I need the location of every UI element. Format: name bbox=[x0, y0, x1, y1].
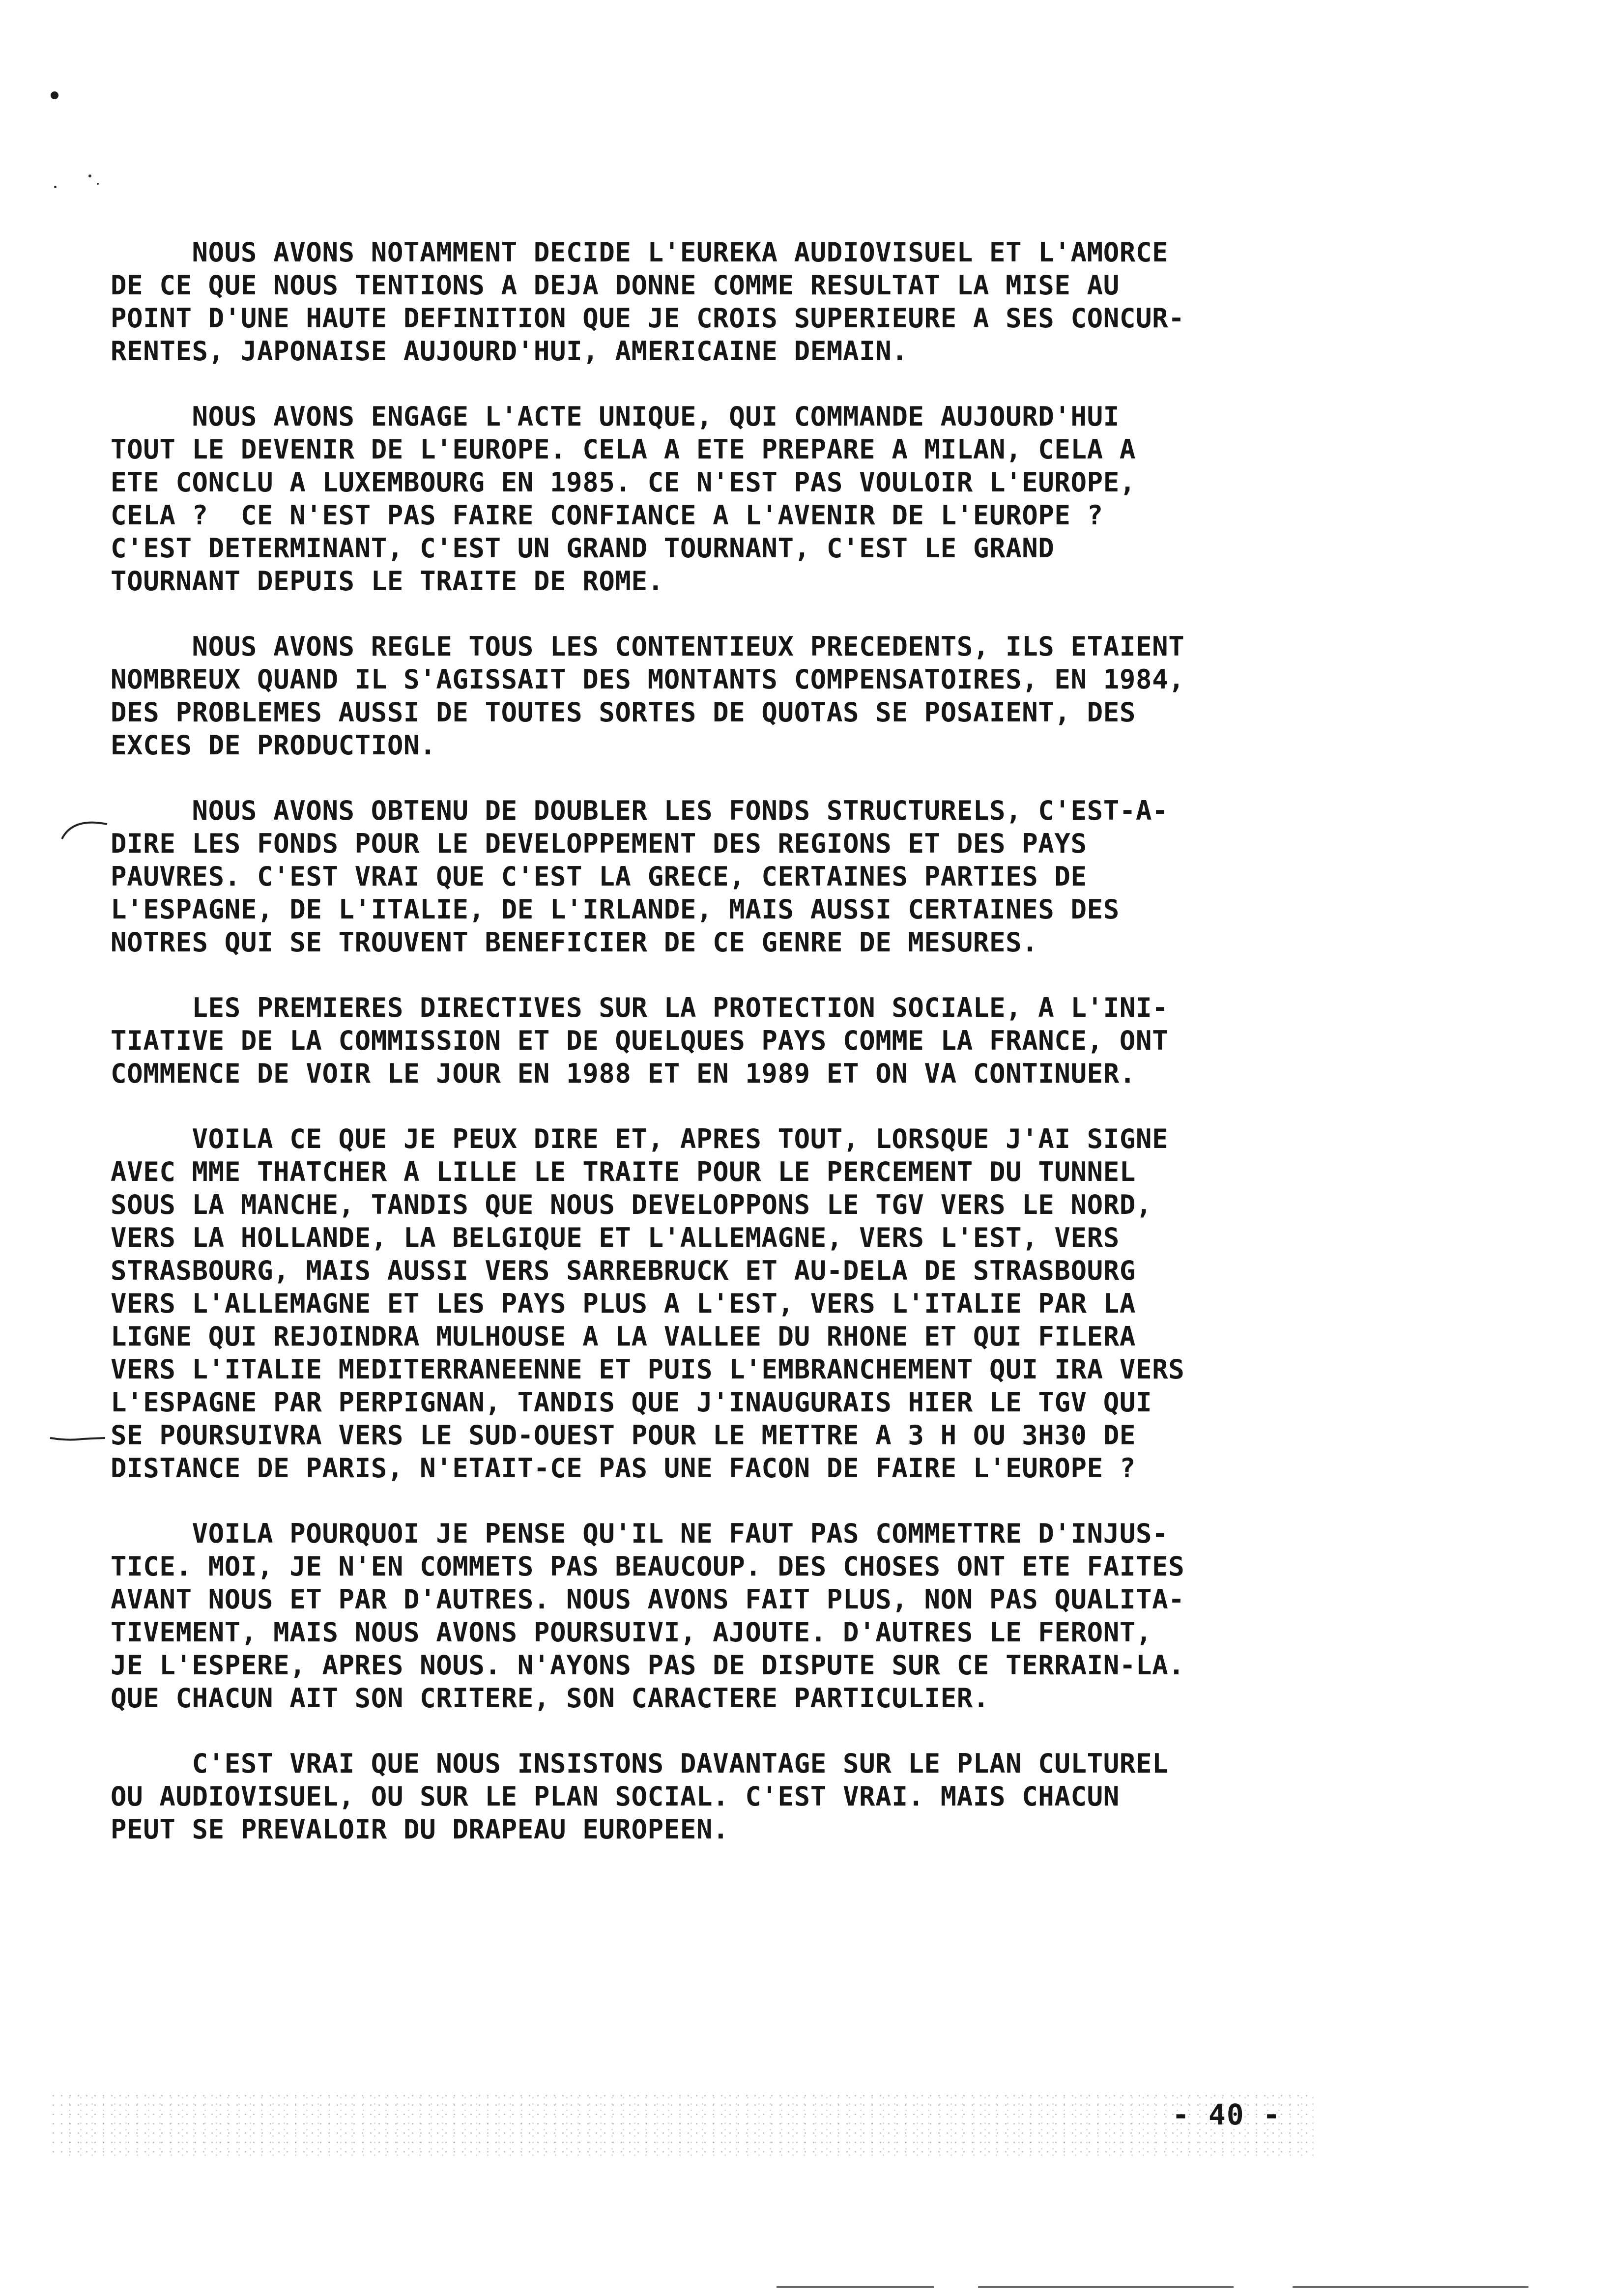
text-line: L'ESPAGNE PAR PERPIGNAN, TANDIS QUE J'INAUGURAIS HIER LE TGV QUI bbox=[111, 1387, 1152, 1418]
text-line: SOUS LA MANCHE, TANDIS QUE NOUS DEVELOPPONS LE TGV VERS LE NORD, bbox=[111, 1189, 1152, 1220]
text-line: VOILA POURQUOI JE PENSE QU'IL NE FAUT PAS COMMETTRE D'INJUS- bbox=[111, 1518, 1169, 1549]
text-line: NOTRES QUI SE TROUVENT BENEFICIER DE CE GENRE DE MESURES. bbox=[111, 927, 1038, 958]
text-line: RENTES, JAPONAISE AUJOURD'HUI, AMERICAINE DEMAIN. bbox=[111, 336, 908, 367]
paragraph-8 bbox=[111, 1747, 1369, 1846]
text-line: JE L'ESPERE, APRES NOUS. N'AYONS PAS DE DISPUTE SUR CE TERRAIN-LA. bbox=[111, 1650, 1185, 1681]
text-line: NOMBREUX QUAND IL S'AGISSAIT DES MONTANTS COMPENSATOIRES, EN 1984, bbox=[111, 664, 1185, 695]
scan-edge-line bbox=[978, 2286, 1234, 2288]
page-number: - 40 - bbox=[1172, 2098, 1281, 2131]
text-line: VERS L'ALLEMAGNE ET LES PAYS PLUS A L'EST, VERS L'ITALIE PAR LA bbox=[111, 1288, 1136, 1319]
text-line: TICE. MOI, JE N'EN COMMETS PAS BEAUCOUP. DES CHOSES ONT ETE FAITES bbox=[111, 1551, 1185, 1582]
text-line: TIVEMENT, MAIS NOUS AVONS POURSUIVI, AJOUTE. D'AUTRES LE FERONT, bbox=[111, 1617, 1152, 1648]
scan-noise bbox=[64, 2095, 1322, 2158]
paragraph-5 bbox=[111, 991, 1369, 1090]
paragraph-6 bbox=[111, 1122, 1369, 1485]
margin-pen-dash bbox=[48, 1431, 107, 1446]
margin-pen-mark bbox=[58, 813, 112, 843]
text-line: LES PREMIERES DIRECTIVES SUR LA PROTECTION SOCIALE, A L'INI- bbox=[111, 992, 1169, 1023]
text-line: VERS LA HOLLANDE, LA BELGIQUE ET L'ALLEMAGNE, VERS L'EST, VERS bbox=[111, 1222, 1120, 1253]
scan-edge-line bbox=[1293, 2286, 1528, 2288]
text-line: DIRE LES FONDS POUR LE DEVELOPPEMENT DES REGIONS ET DES PAYS bbox=[111, 828, 1087, 859]
text-line: OU AUDIOVISUEL, OU SUR LE PLAN SOCIAL. C'EST VRAI. MAIS CHACUN bbox=[111, 1781, 1120, 1812]
text-line: AVEC MME THATCHER A LILLE LE TRAITE POUR LE PERCEMENT DU TUNNEL bbox=[111, 1156, 1136, 1187]
text-line: NOUS AVONS ENGAGE L'ACTE UNIQUE, QUI COMMANDE AUJOURD'HUI bbox=[111, 401, 1120, 432]
paragraph-3 bbox=[111, 630, 1369, 762]
text-line: QUE CHACUN AIT SON CRITERE, SON CARACTERE PARTICULIER. bbox=[111, 1683, 989, 1714]
text-line: AVANT NOUS ET PAR D'AUTRES. NOUS AVONS FAIT PLUS, NON PAS QUALITA- bbox=[111, 1584, 1185, 1615]
text-line: COMMENCE DE VOIR LE JOUR EN 1988 ET EN 1989 ET ON VA CONTINUER. bbox=[111, 1058, 1136, 1089]
text-line: CELA ? CE N'EST PAS FAIRE CONFIANCE A L'AVENIR DE L'EUROPE ? bbox=[111, 500, 1103, 531]
text-line: NOUS AVONS REGLE TOUS LES CONTENTIEUX PRECEDENTS, ILS ETAIENT bbox=[111, 631, 1185, 662]
text-line: PAUVRES. C'EST VRAI QUE C'EST LA GRECE, CERTAINES PARTIES DE bbox=[111, 861, 1087, 892]
text-line: ETE CONCLU A LUXEMBOURG EN 1985. CE N'EST PAS VOULOIR L'EUROPE, bbox=[111, 467, 1136, 498]
text-line: POINT D'UNE HAUTE DEFINITION QUE JE CROIS SUPERIEURE A SES CONCUR- bbox=[111, 303, 1185, 334]
text-line: VOILA CE QUE JE PEUX DIRE ET, APRES TOUT, LORSQUE J'AI SIGNE bbox=[111, 1123, 1169, 1154]
text-line: L'ESPAGNE, DE L'ITALIE, DE L'IRLANDE, MAIS AUSSI CERTAINES DES bbox=[111, 894, 1120, 925]
text-line: DE CE QUE NOUS TENTIONS A DEJA DONNE COMME RESULTAT LA MISE AU bbox=[111, 270, 1120, 301]
scan-speck bbox=[54, 186, 57, 188]
text-line: NOUS AVONS NOTAMMENT DECIDE L'EUREKA AUDIOVISUEL ET L'AMORCE bbox=[111, 237, 1169, 268]
scan-speck bbox=[97, 183, 99, 185]
text-line: EXCES DE PRODUCTION. bbox=[111, 730, 436, 761]
scan-dot-mark bbox=[51, 91, 58, 99]
text-line: C'EST VRAI QUE NOUS INSISTONS DAVANTAGE SUR LE PLAN CULTUREL bbox=[111, 1748, 1169, 1779]
scan-edge-line bbox=[777, 2286, 934, 2288]
text-line: PEUT SE PREVALOIR DU DRAPEAU EUROPEEN. bbox=[111, 1814, 729, 1845]
scan-speck bbox=[88, 174, 91, 177]
text-line: TOURNANT DEPUIS LE TRAITE DE ROME. bbox=[111, 566, 664, 597]
paragraph-4 bbox=[111, 794, 1369, 959]
paragraph-1 bbox=[111, 236, 1369, 368]
text-line: TIATIVE DE LA COMMISSION ET DE QUELQUES PAYS COMME LA FRANCE, ONT bbox=[111, 1025, 1169, 1056]
text-line: C'EST DETERMINANT, C'EST UN GRAND TOURNANT, C'EST LE GRAND bbox=[111, 533, 1055, 564]
text-line: DES PROBLEMES AUSSI DE TOUTES SORTES DE QUOTAS SE POSAIENT, DES bbox=[111, 697, 1136, 728]
body-text bbox=[111, 236, 1369, 1878]
text-line: VERS L'ITALIE MEDITERRANEENNE ET PUIS L'EMBRANCHEMENT QUI IRA VERS bbox=[111, 1354, 1185, 1385]
text-line: NOUS AVONS OBTENU DE DOUBLER LES FONDS STRUCTURELS, C'EST-A- bbox=[111, 795, 1169, 826]
text-line: DISTANCE DE PARIS, N'ETAIT-CE PAS UNE FACON DE FAIRE L'EUROPE ? bbox=[111, 1453, 1136, 1484]
text-line: SE POURSUIVRA VERS LE SUD-OUEST POUR LE METTRE A 3 H OU 3H30 DE bbox=[111, 1420, 1136, 1451]
text-line: TOUT LE DEVENIR DE L'EUROPE. CELA A ETE PREPARE A MILAN, CELA A bbox=[111, 434, 1136, 465]
text-line: STRASBOURG, MAIS AUSSI VERS SARREBRUCK ET AU-DELA DE STRASBOURG bbox=[111, 1255, 1136, 1286]
paragraph-2 bbox=[111, 400, 1369, 598]
paragraph-7 bbox=[111, 1517, 1369, 1715]
text-line: LIGNE QUI REJOINDRA MULHOUSE A LA VALLEE DU RHONE ET QUI FILERA bbox=[111, 1321, 1136, 1352]
